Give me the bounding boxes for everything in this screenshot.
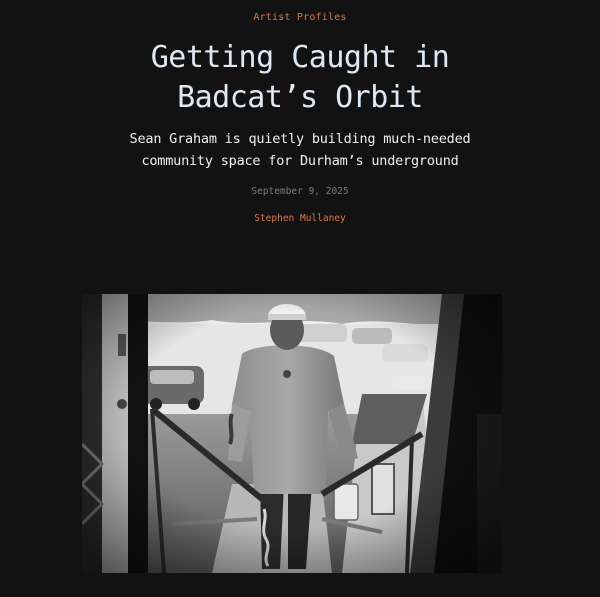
article-title-line-1: Getting Caught in xyxy=(150,40,450,75)
hero-photo-illustration xyxy=(82,294,502,573)
publish-date: September 9, 2025 xyxy=(251,186,349,197)
hero-photo xyxy=(82,294,502,573)
article-title xyxy=(0,38,600,118)
author-link[interactable]: Stephen Mullaney xyxy=(254,213,346,224)
article-title-line-2: Badcat’s Orbit xyxy=(177,80,423,115)
article-subtitle: Sean Graham is quietly building much-needed community space for Durham’s underground xyxy=(129,131,471,169)
category-link[interactable]: Artist Profiles xyxy=(253,12,347,23)
